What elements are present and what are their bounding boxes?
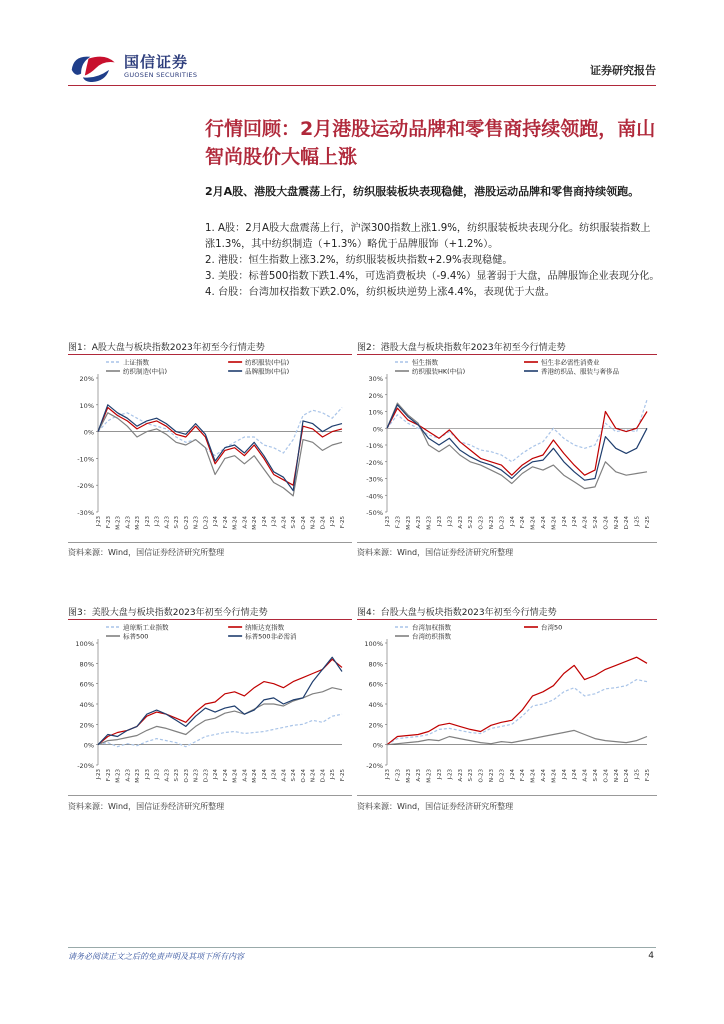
x-tick-label: N-23 [489, 769, 495, 783]
figure4-chart [357, 621, 657, 793]
x-tick-label: J-24 [561, 516, 568, 527]
x-tick-label: A-24 [541, 769, 547, 782]
x-tick-label: J-23 [96, 516, 102, 527]
x-tick-label: A-24 [281, 516, 288, 529]
y-tick-label: 100% [75, 640, 94, 648]
legend-label: 纳斯达克指数 [245, 623, 285, 632]
x-tick-label: J-25 [634, 516, 641, 527]
x-tick-label: J-24 [561, 769, 568, 780]
x-tick-label: A-23 [416, 769, 423, 782]
x-tick-label: A-23 [457, 516, 464, 529]
x-tick-label: A-24 [242, 769, 249, 782]
body-paragraph-a-share: 1. A股：2月A股大盘震荡上行，沪深300指数上涨1.9%，纺织服装板块表现分化。纺织服装指数上涨1.3%，其中纺织制造（+1.3%）略优于品牌服饰（+1.2%）。 [205, 223, 651, 250]
series-line [98, 659, 342, 744]
legend-label: 标普500非必需消 [245, 632, 297, 641]
x-tick-label: A-23 [164, 516, 171, 529]
logo-text: 国信证券 [124, 53, 189, 71]
x-tick-label: J-25 [634, 769, 641, 780]
x-tick-label: D-24 [624, 769, 631, 783]
x-tick-label: J-25 [330, 516, 337, 527]
x-tick-label: A-24 [541, 516, 547, 529]
x-tick-label: O-23 [478, 516, 485, 530]
y-tick-label: 80% [368, 660, 383, 669]
y-tick-label: -10% [366, 442, 383, 450]
y-tick-label: 20% [79, 721, 94, 730]
x-tick-label: J-24 [572, 516, 579, 527]
x-tick-label: A-23 [125, 769, 132, 782]
figure2-top-rule [357, 354, 657, 355]
figure4-source: 资料来源：Wind，国信证券经济研究所整理 [357, 802, 514, 811]
x-tick-label: S-23 [468, 769, 475, 782]
x-tick-label: A-24 [281, 769, 288, 782]
x-tick-label: O-24 [603, 769, 610, 783]
x-tick-label: M-24 [551, 769, 558, 783]
section-title: 行情回顾：2月港股运动品牌和零售商持续领跑，南山智尚股价大幅上涨 [205, 118, 656, 168]
x-tick-label: O-23 [478, 769, 485, 783]
x-tick-label: J-24 [213, 769, 220, 780]
y-tick-label: 0% [372, 425, 383, 434]
x-tick-label: D-23 [499, 769, 506, 783]
x-tick-label: N-24 [613, 516, 620, 530]
y-tick-label: 80% [79, 660, 94, 669]
x-tick-label: F-23 [105, 769, 112, 782]
x-tick-label: A-23 [457, 769, 464, 782]
y-tick-label: 0% [372, 741, 383, 750]
x-tick-label: A-24 [582, 516, 589, 529]
series-line [98, 714, 342, 747]
x-tick-label: M-24 [530, 769, 537, 783]
x-tick-label: D-23 [203, 769, 210, 783]
legend-label: 上证指数 [123, 358, 149, 367]
footer-disclaimer: 请务必阅读正文之后的免责声明及其项下所有内容 [68, 952, 244, 961]
y-tick-label: -20% [77, 482, 94, 491]
x-tick-label: J-23 [385, 769, 391, 780]
x-tick-label: O-23 [183, 516, 190, 530]
y-tick-label: 40% [79, 701, 94, 709]
y-tick-label: -30% [366, 475, 383, 484]
body-paragraph-tw: 4. 台股：台湾加权指数下跌2.0%，纺织板块逆势上涨4.4%，表现优于大盘。 [205, 287, 555, 298]
x-tick-label: J-24 [261, 769, 268, 780]
figure2-title: 图2：港股大盘与板块指数年2023年初至今行情走势 [357, 343, 566, 353]
legend-label: 纺织服装(中信) [245, 358, 290, 367]
logo-english-text: GUOSEN SECURITIES [124, 71, 198, 79]
x-tick-label: F-24 [222, 516, 229, 529]
x-tick-label: F-23 [395, 769, 402, 782]
guosen-logo-icon [68, 50, 124, 86]
x-tick-label: M-24 [252, 516, 259, 530]
x-tick-label: F-23 [395, 516, 402, 529]
x-tick-label: N-24 [310, 516, 317, 530]
x-tick-label: M-23 [135, 516, 142, 530]
x-tick-label: D-23 [499, 516, 506, 530]
x-tick-label: M-24 [232, 769, 239, 783]
x-tick-label: A-23 [164, 769, 171, 782]
x-tick-label: S-24 [593, 516, 599, 529]
x-tick-label: F-24 [222, 769, 229, 782]
y-tick-label: 60% [368, 680, 383, 689]
x-tick-label: M-23 [426, 769, 433, 783]
x-tick-label: A-23 [416, 516, 423, 529]
x-tick-label: J-24 [261, 516, 268, 527]
x-tick-label: M-24 [530, 516, 537, 530]
series-line [387, 408, 647, 475]
y-tick-label: 30% [368, 375, 383, 383]
x-tick-label: J-24 [509, 516, 516, 527]
y-tick-label: 20% [79, 375, 94, 383]
figure4-title: 图4：台股大盘与板块指数2023年初至今行情走势 [357, 608, 557, 618]
figure1-bottom-rule [68, 542, 352, 543]
legend-label: 道琼斯工业指数 [123, 623, 169, 632]
figure4-top-rule [357, 619, 657, 620]
x-tick-label: M-23 [426, 516, 433, 530]
x-tick-label: J-24 [271, 516, 278, 527]
page-number: 4 [648, 951, 654, 961]
footer-divider [68, 947, 656, 948]
x-tick-label: F-24 [520, 516, 527, 529]
x-tick-label: S-24 [291, 516, 298, 529]
x-tick-label: J-24 [572, 769, 579, 780]
y-tick-label: 10% [79, 401, 94, 410]
section-summary: 2月A股、港股大盘震荡上行，纺织服装板块表现稳健，港股运动品牌和零售商持续领跑。 [205, 185, 640, 198]
x-tick-label: S-23 [174, 769, 181, 782]
y-tick-label: 20% [368, 721, 383, 730]
x-tick-label: M-24 [252, 769, 259, 783]
legend-label: 恒生非必需性消费业 [541, 358, 600, 367]
x-tick-label: J-23 [385, 516, 391, 527]
legend-label: 香港纺织品、服装与奢侈品 [541, 367, 619, 376]
legend-label: 纺织制造(中信) [123, 367, 168, 376]
x-tick-label: M-23 [115, 769, 122, 783]
x-tick-label: J-24 [271, 769, 278, 780]
x-tick-label: A-23 [125, 516, 132, 529]
y-tick-label: -30% [77, 509, 94, 517]
x-tick-label: F-23 [105, 516, 112, 529]
x-tick-label: A-24 [242, 516, 249, 529]
x-tick-label: M-24 [551, 516, 558, 530]
x-tick-label: J-23 [447, 516, 454, 527]
x-tick-label: D-24 [320, 769, 327, 783]
y-tick-label: -20% [366, 762, 383, 770]
section-body [205, 221, 660, 301]
figure1-title: 图1：A股大盘与板块指数2023年初至今行情走势 [68, 343, 265, 353]
y-tick-label: 0% [83, 428, 94, 437]
figure2-chart [357, 356, 657, 540]
x-tick-label: J-23 [437, 769, 443, 780]
x-tick-label: J-23 [447, 769, 454, 780]
x-tick-label: J-24 [213, 516, 220, 527]
x-tick-label: M-24 [232, 516, 239, 530]
x-tick-label: N-24 [613, 769, 620, 783]
series-line [98, 405, 342, 491]
x-tick-label: N-24 [310, 769, 317, 783]
y-tick-label: 0% [83, 741, 94, 750]
x-tick-label: F-25 [340, 516, 346, 529]
x-tick-label: J-23 [437, 516, 443, 527]
x-tick-label: J-23 [144, 516, 151, 527]
figure1-source: 资料来源：Wind，国信证券经济研究所整理 [68, 548, 225, 557]
y-tick-label: -20% [366, 458, 383, 467]
x-tick-label: S-23 [174, 516, 181, 529]
body-paragraph-hk: 2. 港股：恒生指数上涨3.2%，纺织服装板块指数+2.9%表现稳健。 [205, 255, 513, 266]
x-tick-label: J-24 [509, 769, 516, 780]
y-tick-label: -20% [77, 762, 94, 770]
figure2-bottom-rule [357, 542, 657, 543]
x-tick-label: N-23 [193, 769, 200, 783]
x-tick-label: S-23 [468, 516, 475, 529]
x-tick-label: J-23 [154, 769, 161, 780]
x-tick-label: S-24 [593, 769, 599, 782]
legend-label: 台湾加权指数 [412, 623, 451, 632]
figure1-top-rule [68, 354, 352, 355]
x-tick-label: J-23 [96, 769, 102, 780]
header-divider [68, 85, 656, 86]
x-tick-label: N-23 [193, 516, 200, 530]
y-tick-label: -50% [366, 509, 383, 517]
figure2-source: 资料来源：Wind，国信证券经济研究所整理 [357, 548, 514, 557]
legend-label: 品牌服饰(中信) [245, 367, 290, 376]
figure3-source: 资料来源：Wind，国信证券经济研究所整理 [68, 802, 225, 811]
x-tick-label: J-23 [154, 516, 161, 527]
series-line [387, 680, 647, 745]
figure1-chart [68, 356, 352, 540]
x-tick-label: S-24 [291, 769, 298, 782]
legend-label: 恒生指数 [412, 358, 438, 367]
series-line [387, 657, 647, 745]
x-tick-label: D-24 [624, 516, 631, 530]
legend-label: 标普500 [123, 632, 149, 641]
series-line [98, 688, 342, 745]
body-paragraph-us: 3. 美股：标普500指数下跌1.4%，可选消费板块（-9.4%）显著弱于大盘，品牌服饰企业表现分化。 [205, 271, 660, 282]
legend-label: 纺织服装HK(中信) [412, 367, 466, 376]
x-tick-label: J-25 [330, 769, 337, 780]
figure3-top-rule [68, 619, 352, 620]
series-line [98, 408, 342, 486]
x-tick-label: D-24 [320, 516, 327, 530]
figure3-bottom-rule [68, 795, 352, 796]
x-tick-label: M-23 [135, 769, 142, 783]
x-tick-label: F-25 [340, 769, 346, 782]
y-tick-label: -10% [77, 455, 94, 464]
report-type-label: 证券研究报告 [590, 64, 656, 77]
y-tick-label: 60% [79, 680, 94, 689]
x-tick-label: M-23 [115, 516, 122, 530]
x-tick-label: F-24 [520, 769, 527, 782]
x-tick-label: O-24 [300, 516, 307, 530]
legend-label: 台湾50 [541, 623, 563, 632]
x-tick-label: O-24 [300, 769, 307, 783]
y-tick-label: -40% [366, 492, 383, 501]
x-tick-label: N-23 [489, 516, 495, 530]
x-tick-label: J-23 [144, 769, 151, 780]
x-tick-label: M-23 [405, 769, 412, 783]
y-tick-label: 40% [368, 701, 383, 709]
y-tick-label: 20% [368, 391, 383, 400]
y-tick-label: 100% [364, 640, 383, 648]
figure4-bottom-rule [357, 795, 657, 796]
figure3-chart [68, 621, 352, 793]
series-line [387, 400, 647, 462]
x-tick-label: O-23 [183, 769, 190, 783]
x-tick-label: A-24 [582, 769, 589, 782]
legend-label: 台湾纺织指数 [412, 632, 451, 641]
x-tick-label: M-23 [405, 516, 412, 530]
y-tick-label: 10% [368, 408, 383, 417]
series-line [98, 657, 342, 745]
x-tick-label: F-25 [645, 516, 651, 529]
figure3-title: 图3：美股大盘与板块指数2023年初至今行情走势 [68, 608, 268, 618]
x-tick-label: O-24 [603, 516, 610, 530]
x-tick-label: F-25 [645, 769, 651, 782]
x-tick-label: D-23 [203, 516, 210, 530]
